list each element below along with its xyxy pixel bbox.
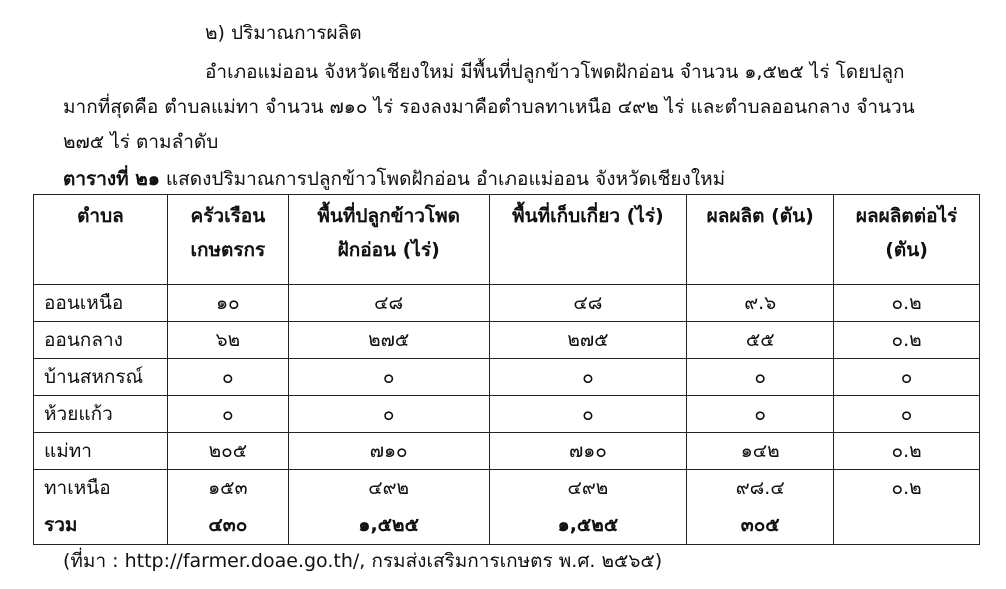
cell-planted-area: ๐ — [288, 396, 489, 433]
cell-yield-per-rai: ๐.๒ — [834, 285, 980, 322]
cell-households: ๐ — [167, 359, 288, 396]
cell-subdistrict: แม่ทา — [34, 433, 168, 470]
cell-yield: ๕๕ — [687, 322, 834, 359]
table-caption-label: ตารางที่ ๒๑ — [63, 168, 160, 190]
header-subdistrict: ตำบล — [34, 195, 168, 285]
cell-households: ๑๕๓ — [167, 470, 288, 507]
cell-yield: ๙.๖ — [687, 285, 834, 322]
cell-harvested-area: ๐ — [489, 396, 687, 433]
header-households: ครัวเรือน เกษตรกร — [167, 195, 288, 285]
yield-table — [33, 194, 980, 545]
total-yield-per-rai — [834, 506, 980, 545]
cell-subdistrict: ออนกลาง — [34, 322, 168, 359]
paragraph-line-1: อำเภอแม่ออน จังหวัดเชียงใหม่ มีพื้นที่ปลูกข้าวโพดฝักอ่อน จำนวน ๑,๕๒๕ ไร่ โดยปลูก — [205, 61, 905, 83]
cell-subdistrict: ออนเหนือ — [34, 285, 168, 322]
cell-subdistrict: บ้านสหกรณ์ — [34, 359, 168, 396]
cell-households: ๒๐๕ — [167, 433, 288, 470]
cell-subdistrict: ทาเหนือ — [34, 470, 168, 507]
cell-households: ๖๒ — [167, 322, 288, 359]
cell-harvested-area: ๔๙๒ — [489, 470, 687, 507]
header-yield: ผลผลิต (ตัน) — [687, 195, 834, 285]
cell-yield-per-rai: ๐.๒ — [834, 322, 980, 359]
cell-yield-per-rai: ๐ — [834, 396, 980, 433]
cell-yield-per-rai: ๐.๒ — [834, 470, 980, 507]
paragraph-line-3: ๒๗๕ ไร่ ตามลำดับ — [63, 131, 219, 153]
total-yield: ๓๐๕ — [687, 506, 834, 545]
cell-yield-per-rai: ๐ — [834, 359, 980, 396]
header-planted-area: พื้นที่ปลูกข้าวโพด ฝักอ่อน (ไร่) — [288, 195, 489, 285]
header-yield-per-rai: ผลผลิตต่อไร่ (ตัน) — [834, 195, 980, 285]
total-harvested-area: ๑,๕๒๕ — [489, 506, 687, 545]
cell-harvested-area: ๔๘ — [489, 285, 687, 322]
cell-subdistrict: ห้วยแก้ว — [34, 396, 168, 433]
total-households: ๔๓๐ — [167, 506, 288, 545]
table-total-row — [34, 506, 980, 545]
table-caption — [63, 166, 725, 192]
cell-households: ๑๐ — [167, 285, 288, 322]
table-row — [34, 433, 980, 470]
cell-planted-area: ๗๑๐ — [288, 433, 489, 470]
cell-harvested-area: ๒๗๕ — [489, 322, 687, 359]
total-planted-area: ๑,๕๒๕ — [288, 506, 489, 545]
cell-harvested-area: ๐ — [489, 359, 687, 396]
total-label: รวม — [34, 506, 168, 545]
table-row — [34, 470, 980, 507]
cell-planted-area: ๒๗๕ — [288, 322, 489, 359]
header-harvested-area: พื้นที่เก็บเกี่ยว (ไร่) — [489, 195, 687, 285]
table-row — [34, 285, 980, 322]
cell-yield: ๑๔๒ — [687, 433, 834, 470]
source-note: (ที่มา : http://farmer.doae.go.th/, กรมส่งเสริมการเกษตร พ.ศ. ๒๕๖๕) — [63, 550, 663, 572]
cell-planted-area: ๔๙๒ — [288, 470, 489, 507]
table-header-row — [34, 195, 980, 285]
cell-harvested-area: ๗๑๐ — [489, 433, 687, 470]
cell-yield: ๙๘.๔ — [687, 470, 834, 507]
cell-planted-area: ๔๘ — [288, 285, 489, 322]
cell-yield: ๐ — [687, 396, 834, 433]
section-heading: ๒) ปริมาณการผลิต — [205, 22, 362, 44]
cell-planted-area: ๐ — [288, 359, 489, 396]
table-row — [34, 396, 980, 433]
cell-households: ๐ — [167, 396, 288, 433]
cell-yield-per-rai: ๐.๒ — [834, 433, 980, 470]
paragraph-line-2: มากที่สุดคือ ตำบลแม่ทา จำนวน ๗๑๐ ไร่ รองลงมาคือตำบลทาเหนือ ๔๙๒ ไร่ และตำบลออนกลาง จำนวน — [63, 96, 915, 118]
table-row — [34, 359, 980, 396]
cell-yield: ๐ — [687, 359, 834, 396]
table-caption-text: แสดงปริมาณการปลูกข้าวโพดฝักอ่อน อำเภอแม่ออน จังหวัดเชียงใหม่ — [159, 168, 726, 190]
table-row — [34, 322, 980, 359]
